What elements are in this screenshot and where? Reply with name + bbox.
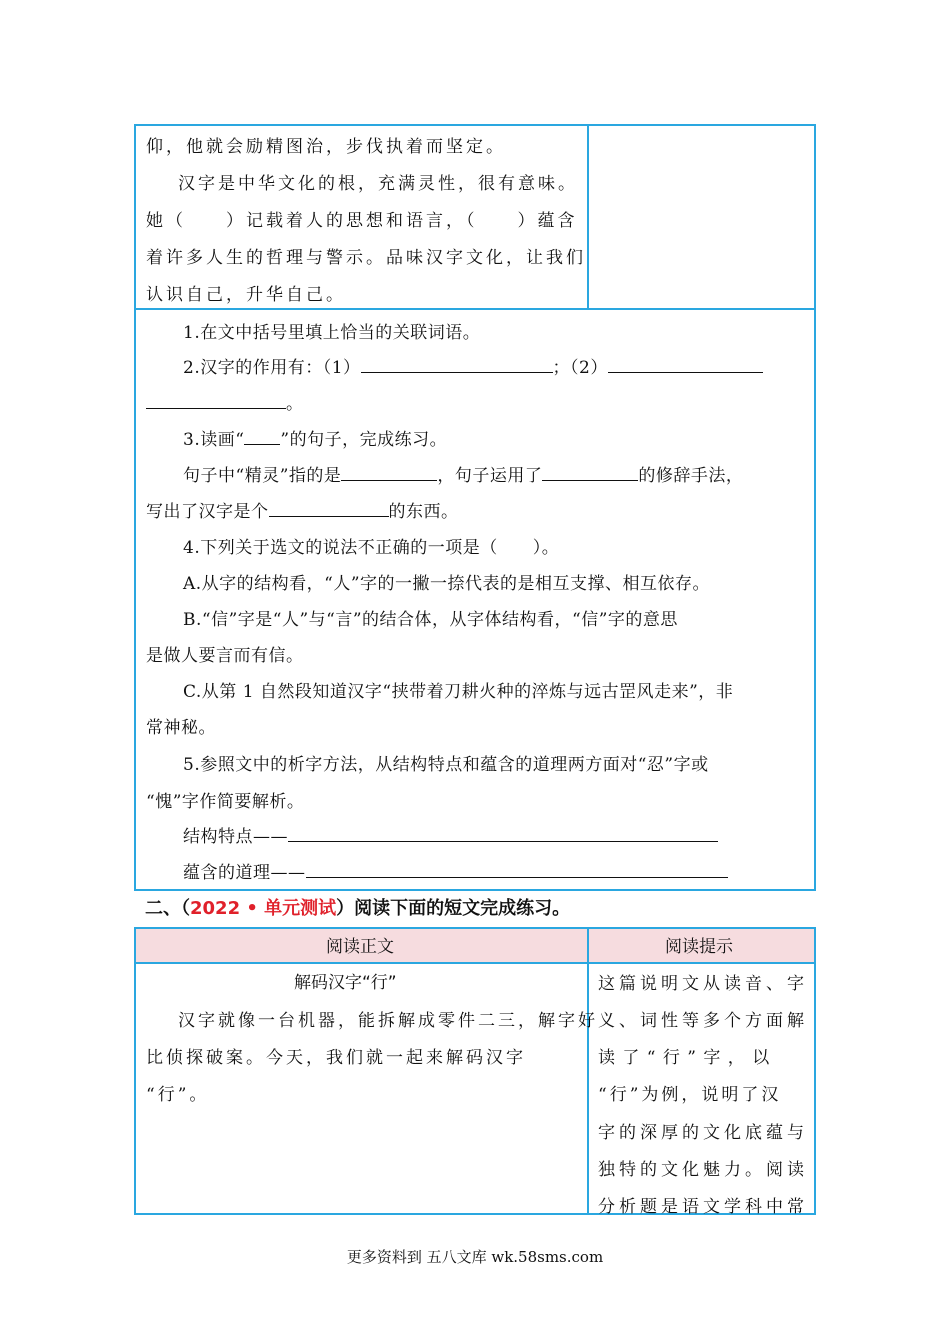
- question-1: 1.在文中括号里填上恰当的关联词语。: [183, 323, 481, 343]
- question-3-part: 的修辞手法，: [638, 466, 744, 486]
- question-3-part: 写出了汉字是个: [146, 502, 269, 522]
- answer-blank[interactable]: [608, 356, 763, 373]
- answer-blank[interactable]: [269, 500, 389, 517]
- structure-answer: [183, 822, 718, 847]
- question-3: [183, 425, 447, 450]
- question-2-cont: [146, 389, 304, 414]
- question-2-sep: ；（2）: [552, 358, 608, 378]
- option-b: B.“信”字是“人”与“言”的结合体，从字体结构看，“信”字的意思: [183, 610, 678, 630]
- article-title: 解码汉字“行”: [294, 973, 397, 993]
- section-tag: 2022 • 单元测试: [190, 898, 337, 919]
- table-divider: [587, 124, 589, 309]
- question-3-part: 句子中“精灵”指的是: [183, 466, 342, 486]
- underline-mark: [244, 428, 280, 445]
- answer-blank[interactable]: [341, 464, 437, 481]
- question-3-text: 3.读画“: [183, 430, 245, 450]
- tip-line: 义、词性等多个方面解: [598, 1011, 808, 1031]
- table-divider: [134, 308, 816, 310]
- option-b-cont: 是做人要言而有信。: [146, 646, 304, 666]
- question-3-end: ”的句子，完成练习。: [280, 430, 448, 450]
- answer-blank[interactable]: [542, 464, 638, 481]
- passage-line: 汉字是中华文化的根，充满灵性，很有意味。: [178, 174, 578, 194]
- option-c: C.从第 1 自然段知道汉字“挟带着刀耕火种的淬炼与远古罡风走来”，非: [183, 682, 734, 702]
- header-reading-tips: 阅读提示: [665, 937, 733, 957]
- article-line: 汉字就像一台机器，能拆解成零件二三，解字好: [178, 1011, 598, 1031]
- question-5-cont: “愧”字作简要解析。: [146, 792, 305, 812]
- header-reading-text: 阅读正文: [326, 937, 394, 957]
- option-c-cont: 常神秘。: [146, 718, 216, 738]
- question-2-text: 2.汉字的作用有：（1）: [183, 358, 361, 378]
- question-3-part: ，句子运用了: [437, 466, 543, 486]
- question-3-line2: [146, 497, 459, 522]
- question-5: 5.参照文中的析字方法，从结构特点和蕴含的道理两方面对“忍”字或: [183, 755, 709, 775]
- question-3-line1: [183, 461, 743, 486]
- passage-line: 她（ ）记载着人的思想和语言，（ ）蕴含: [146, 211, 578, 231]
- article-line: “行”。: [146, 1085, 210, 1105]
- question-3-part: 的东西。: [388, 502, 459, 522]
- option-a: A.从字的结构看，“人”字的一撇一捺代表的是相互支撑、相互依存。: [183, 574, 711, 594]
- structure-label: 结构特点——: [183, 827, 288, 847]
- table-divider: [587, 927, 589, 1215]
- answer-blank[interactable]: [146, 392, 286, 409]
- meaning-answer: [183, 858, 728, 883]
- question-2: [183, 353, 763, 378]
- question-2-end: 。: [286, 394, 304, 414]
- answer-blank[interactable]: [288, 825, 718, 842]
- tip-line: 读 了 “ 行 ” 字 ， 以: [598, 1048, 771, 1068]
- tip-line: 分析题是语文学科中常: [598, 1197, 808, 1217]
- passage-line: 仰，他就会励精图治，步伐执着而坚定。: [146, 137, 506, 157]
- section-suffix: ）阅读下面的短文完成练习。: [336, 898, 571, 919]
- question-4: 4.下列关于选文的说法不正确的一项是（ ）。: [183, 538, 560, 558]
- answer-blank[interactable]: [361, 356, 553, 373]
- section-prefix: 二、（: [145, 898, 190, 919]
- tip-line: 这篇说明文从读音、字: [598, 974, 808, 994]
- tip-line: “行”为例，说明了汉: [598, 1085, 782, 1105]
- passage-line: 着许多人生的哲理与警示。品味汉字文化，让我们: [146, 248, 586, 268]
- tip-line: 字的深厚的文化底蕴与: [598, 1123, 808, 1143]
- article-line: 比侦探破案。今天，我们就一起来解码汉字: [146, 1048, 526, 1068]
- answer-blank[interactable]: [306, 861, 728, 878]
- passage-line: 认识自己，升华自己。: [146, 285, 346, 305]
- footer-text: 更多资料到 五八文库 wk.58sms.com: [346, 1248, 604, 1266]
- table-divider: [134, 962, 816, 964]
- meaning-label: 蕴含的道理——: [183, 863, 306, 883]
- section-heading: [145, 894, 570, 920]
- tip-line: 独特的文化魅力。阅读: [598, 1160, 808, 1180]
